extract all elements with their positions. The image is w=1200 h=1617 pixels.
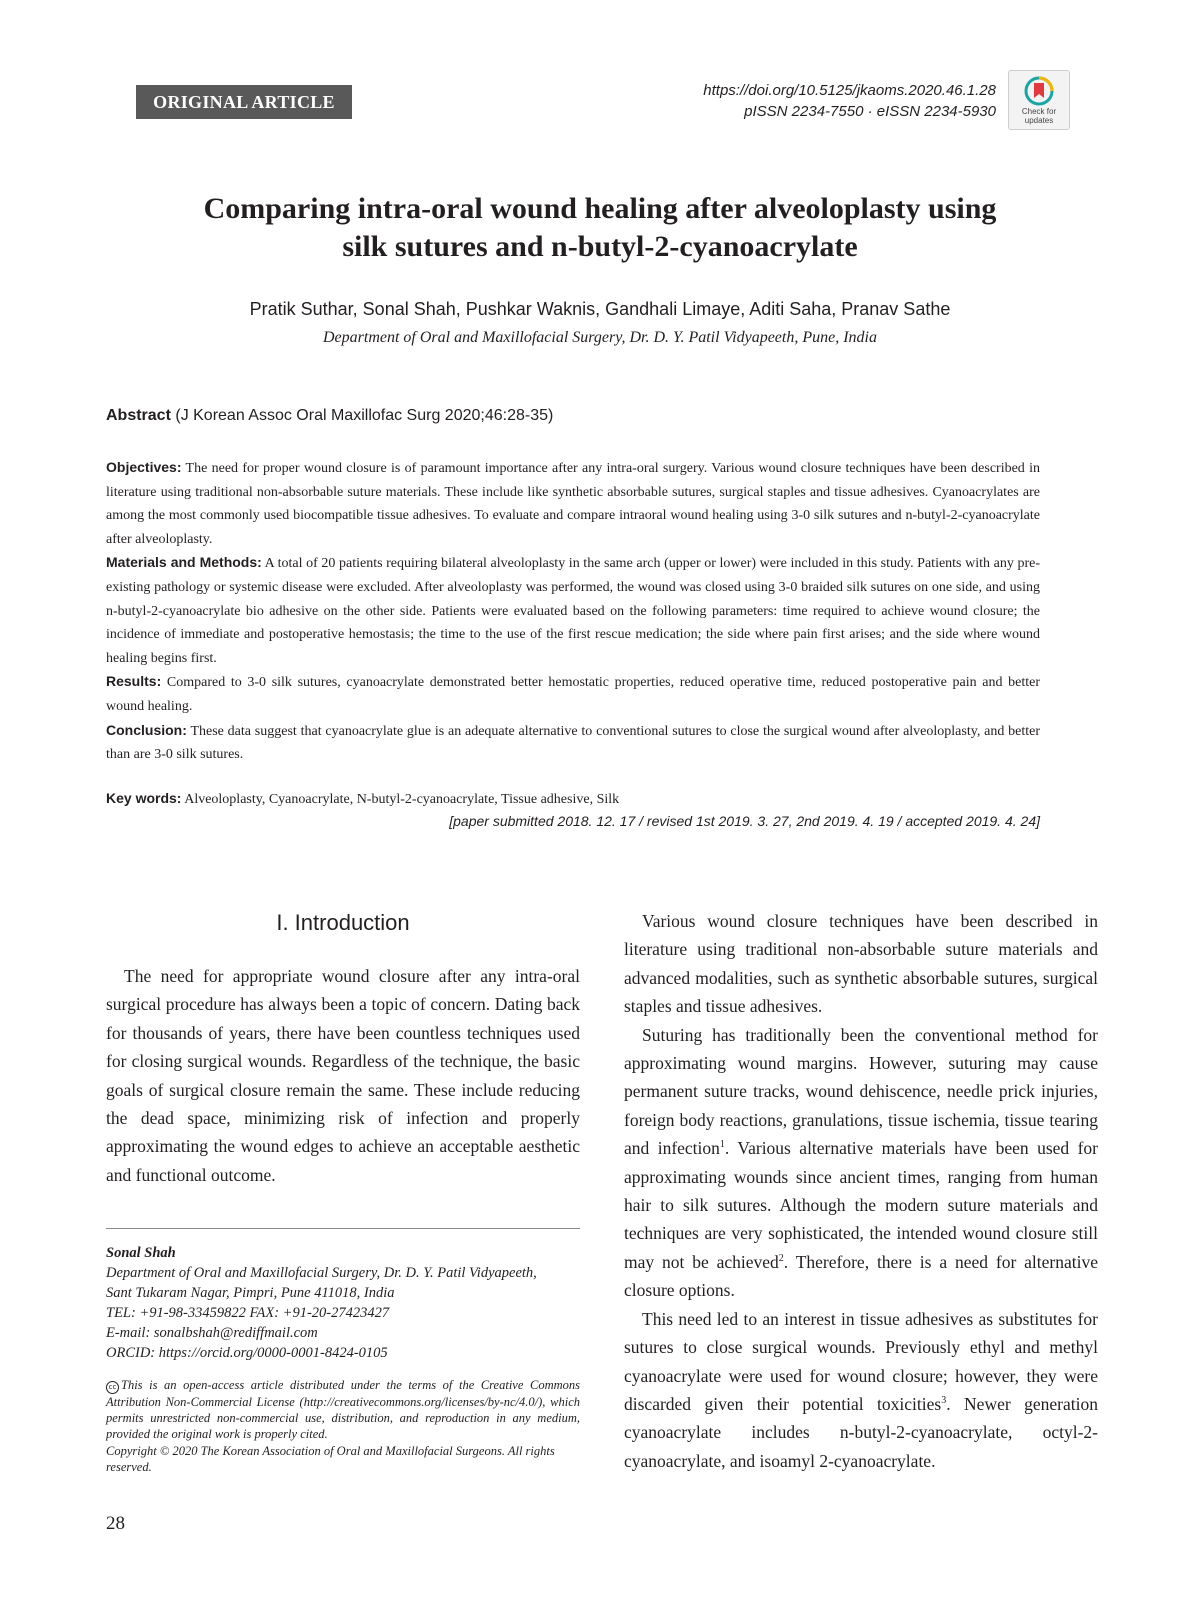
copyright-notice: Copyright © 2020 The Korean Association of Oral and Maxillofacial Surgeons. All rights reserved. — [106, 1444, 555, 1474]
abstract-conclusion: Conclusion: These data suggest that cyanoacrylate glue is an adequate alternative to conventional sutures to close the surgical wound after alveoloplasty, and better than are 3-0 silk sutures. — [106, 721, 1041, 763]
issn-text: pISSN 2234-7550 · eISSN 2234-5930 — [744, 103, 996, 120]
intro-paragraph-3: Suturing has traditionally been the conventional method for approximating wound margins. However, suturing may cause permanent suture tracks, wound dehiscence, needle prick injuries, foreign body reactions, granulations, tissue ischemia, tissue tearing and infection$^1$. Various alternative materials have been used for approximating wounds since ancient times, ranging from human hair to silk sutures. Although the modern suture materials and techniques are very sophisticated, the intended wound closure still may not be achieved$^2$. Therefore, there is a need for alternative closure options. — [624, 1024, 1099, 1301]
reference-3[interactable]: 3 — [941, 1395, 947, 1407]
check-for-updates-button[interactable] — [1008, 70, 1070, 130]
corresponding-author: Sonal Shah — [106, 1245, 176, 1261]
article-type-badge: ORIGINAL ARTICLE — [136, 85, 352, 119]
intro-paragraph-1: The need for appropriate wound closure after any intra-oral surgical procedure has always been a topic of concern. Dating back for thousands of years, there have been countless techniques used for closing surgical wounds. Regardless of the technique, the basic goals of surgical closure remain the same. These include reducing the dead space, minimizing risk of infection and properly approximating the wound edges to achieve an acceptable aesthetic and functional outcome. — [106, 966, 580, 1185]
section-heading-introduction: I. Introduction — [276, 910, 410, 935]
abstract-body — [106, 456, 1040, 767]
correspondence-block: Sonal Shah Department of Oral and Maxillofacial Surgery, Dr. D. Y. Patil Vidyapeeth, Sant Tukaram Nagar, Pimpri, Pune 411018, India TEL: +91-98-33459822 FAX: +91-20-27423427 E-mail: sonalbshah@rediffmail.com ORCID: https://orcid.org/0000-0001-8424-0105 — [106, 1243, 580, 1363]
submission-dates: [paper submitted 2018. 12. 17 / revised 1st 2019. 3. 27, 2nd 2019. 4. 19 / accepted 2019. 4. 24] — [449, 813, 1040, 829]
keywords-list: Alveoloplasty, Cyanoacrylate, N-butyl-2-cyanoacrylate, Tissue adhesive, Silk — [184, 792, 620, 807]
intro-paragraph-4: This need led to an interest in tissue adhesives as substitutes for sutures to close surgical wounds. Previously ethyl and methyl cyanoacrylate were used for wound closure; however, they were discarded given their potential toxicities$^3$. Newer generation cyanoacrylate includes n-butyl-2-cyanoacrylate, octyl-2-cyanoacrylate, and isoamyl 2-cyanoacrylate. — [624, 1308, 1098, 1471]
license-statement: cc This is an open-access article distributed under the terms of the Creative Commons Attribution Non-Commercial License (http://creativecommons.org/licenses/by-nc/4.0/), which permits unrestricted non-commercial use, distribution, and reproduction in any medium, provided the original work is properly cited. — [106, 1378, 580, 1441]
reference-2[interactable]: 2 — [778, 1253, 784, 1265]
check-for-updates-icon — [1024, 76, 1054, 106]
abstract-citation: (J Korean Assoc Oral Maxillofac Surg 2020;46:28-35) — [175, 407, 554, 424]
author-list: Pratik Suthar, Sonal Shah, Pushkar Waknis, Gandhali Limaye, Aditi Saha, Pranav Sathe — [249, 299, 951, 319]
email-link[interactable]: E-mail: sonalbshah@rediffmail.com — [106, 1325, 318, 1341]
keywords — [106, 787, 1040, 811]
doi-block — [703, 80, 996, 122]
creative-commons-icon: cc — [106, 1381, 119, 1394]
abstract-results: Results: Compared to 3-0 silk sutures, cyanoacrylate demonstrated better hemostatic properties, reduced operative time, reduced postoperative pain and better wound healing. — [106, 673, 1040, 714]
abstract-methods: Materials and Methods: A total of 20 patients requiring bilateral alveoloplasty in the same arch (upper or lower) were included in this study. Patients with any pre-existing pathology or systemic disease were excluded. After alveoloplasty was performed, the wound was closed using 3-0 braided silk sutures on one side, and using n-butyl-2-cyanoacrylate bio adhesive on the other side. Patients were evaluated based on the following parameters: time required to achieve wound closure; the incidence of immediate and postoperative hemostasis; the time to the use of the first rescue medication; the side where pain first arises; and the side where wound healing begins first. — [106, 554, 1040, 666]
affiliation: Department of Oral and Maxillofacial Surgery, Dr. D. Y. Patil Vidyapeeth, Pune, India — [322, 329, 877, 346]
article-title: Comparing intra-oral wound healing after alveoloplasty using silk sutures and n-butyl-2-cyanoacrylate — [203, 192, 997, 263]
intro-left-column — [106, 962, 580, 1189]
intro-right-column — [624, 907, 1098, 1475]
check-for-updates-label: Check for updates — [1021, 107, 1057, 125]
footnote-divider — [106, 1228, 580, 1229]
abstract-label: Abstract — [106, 407, 171, 424]
reference-1[interactable]: 1 — [719, 1139, 725, 1151]
keywords-label: Key words: — [106, 790, 182, 806]
phone-fax: TEL: +91-98-33459822 FAX: +91-20-27423427 — [106, 1305, 390, 1321]
abstract-heading — [106, 405, 553, 427]
doi-link[interactable]: https://doi.org/10.5125/jkaoms.2020.46.1.28 — [703, 82, 996, 99]
orcid-link[interactable]: ORCID: https://orcid.org/0000-0001-8424-0105 — [106, 1345, 388, 1361]
intro-paragraph-2: Various wound closure techniques have been described in literature using traditional non-absorbable suture materials and advanced modalities, such as synthetic absorbable sutures, surgical staples and tissue adhesives. — [624, 911, 1098, 1017]
abstract-objectives: Objectives: The need for proper wound closure is of paramount importance after any intra-oral surgery. Various wound closure techniques have been described in literature using traditional non-absorbable suture materials. These include like synthetic absorbable sutures, surgical staples and tissue adhesives. Cyanoacrylates are among the most commonly used biocompatible tissue adhesives. To evaluate and compare intraoral wound healing using 3-0 silk sutures and n-butyl-2-cyanoacrylate after alveoloplasty. — [106, 459, 1041, 547]
page-number: 28 — [106, 1513, 125, 1534]
